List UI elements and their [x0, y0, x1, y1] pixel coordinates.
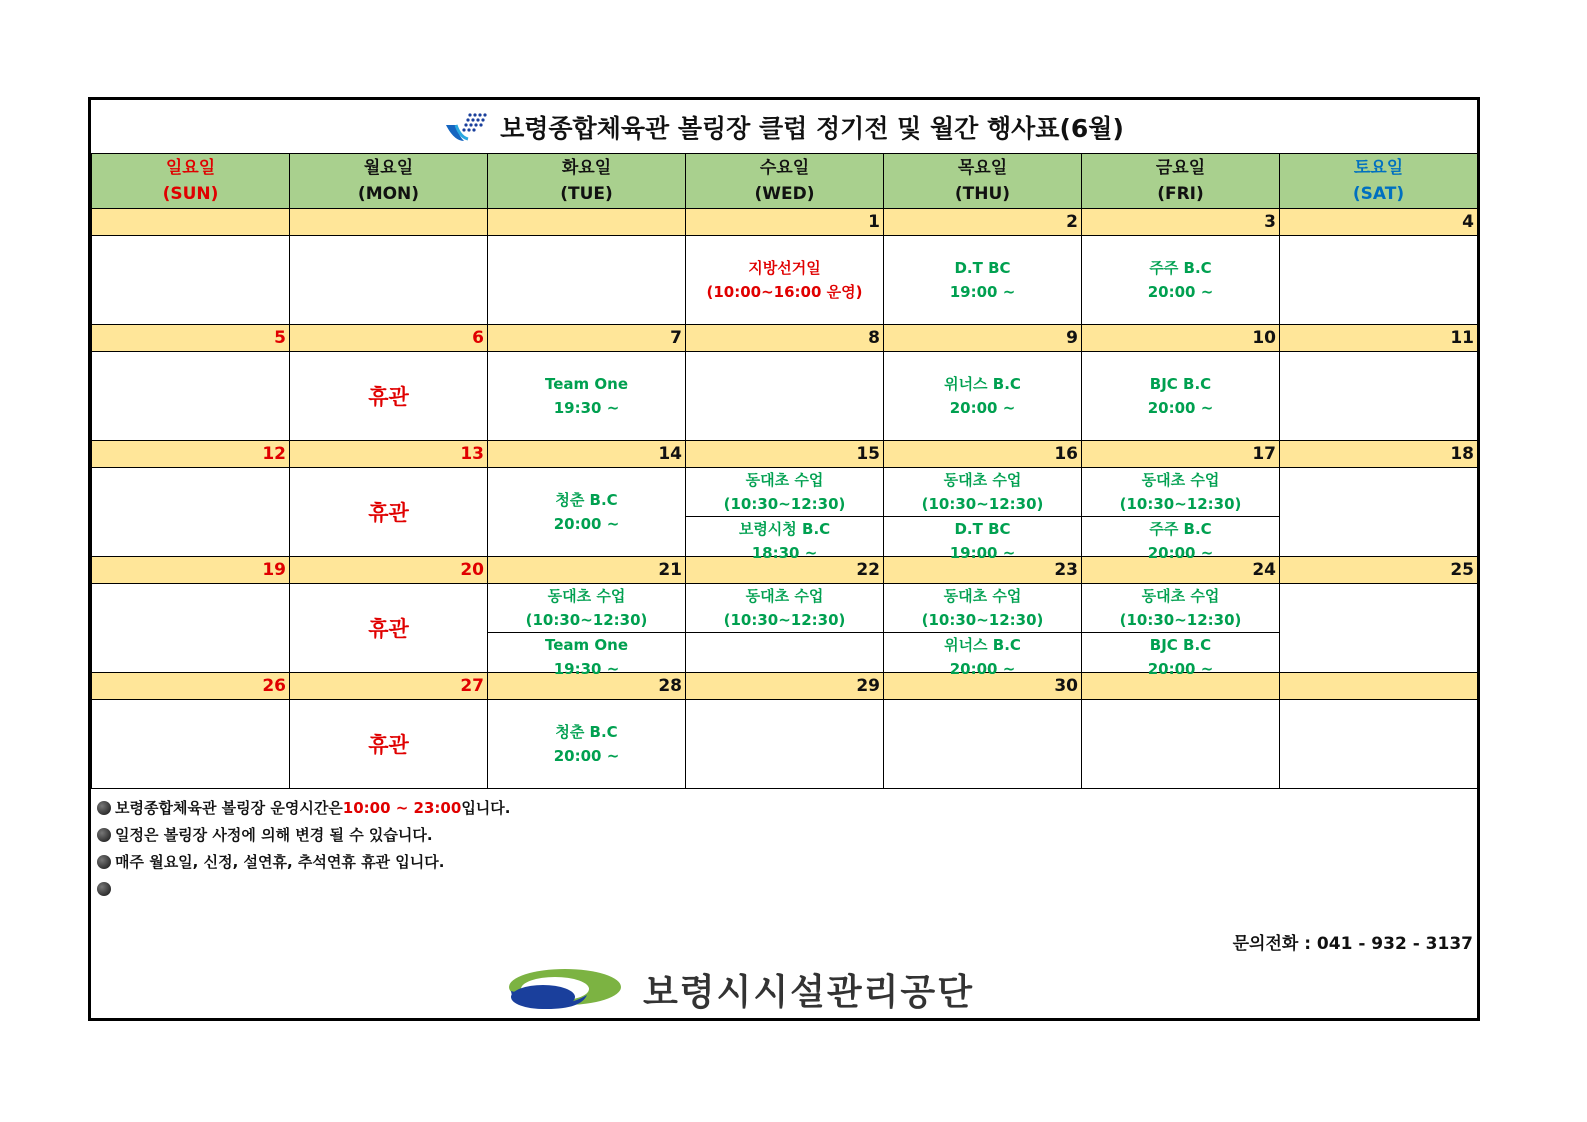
date-number: 4: [1280, 209, 1478, 236]
title-text: 보령종합체육관 볼링장 클럽 정기전 및 월간 행사표(6월): [500, 113, 1124, 143]
event-time: (10:30~12:30): [525, 611, 648, 629]
closed-label: 휴관: [368, 733, 409, 757]
date-number: 2: [884, 209, 1082, 236]
event-title: Team One: [545, 636, 628, 654]
day-cell: [686, 352, 884, 441]
day-cell: [686, 468, 884, 562]
event-title: 청춘 B.C: [555, 723, 618, 741]
weekday-header-wed: 수요일 (WED): [686, 154, 884, 209]
event-time: 20:00 ~: [1147, 283, 1214, 301]
day-cell: [1082, 700, 1280, 789]
day-cell: [1082, 236, 1280, 325]
event-title: D.T BC: [954, 259, 1011, 277]
event-block: [884, 516, 1081, 565]
event-row: [92, 352, 1478, 441]
event-title: 동대초 수업: [745, 587, 824, 605]
closed-label: 휴관: [368, 617, 409, 641]
event-time: 20:00 ~: [1147, 544, 1214, 562]
split-cell: [488, 584, 685, 678]
day-cell: [1280, 352, 1478, 441]
day-cell: [1280, 700, 1478, 789]
date-number: 27: [290, 673, 488, 700]
day-cell: [1082, 584, 1280, 678]
event-time: 19:30 ~: [553, 660, 620, 678]
event-block: [884, 468, 1081, 516]
date-number: 28: [488, 673, 686, 700]
event-block: [686, 468, 883, 516]
event-time: (10:00~16:00 운영): [706, 283, 863, 301]
event-time: (10:30~12:30): [921, 495, 1044, 513]
notes-section: [97, 794, 510, 902]
event-title: 주주 B.C: [1149, 259, 1212, 277]
date-number: 16: [884, 441, 1082, 468]
day-cell: [884, 468, 1082, 562]
note-hours: 보령종합체육관 볼링장 운영시간은 10:00 ~ 23:00 입니다.: [97, 794, 510, 821]
event-time: 20:00 ~: [949, 660, 1016, 678]
day-cell: [1082, 468, 1280, 562]
date-row: [92, 325, 1478, 352]
date-number: 10: [1082, 325, 1280, 352]
day-cell: [290, 352, 488, 441]
date-number: 13: [290, 441, 488, 468]
event-title: 위너스 B.C: [944, 375, 1021, 393]
split-cell: [1082, 584, 1279, 678]
date-number: [1280, 673, 1478, 700]
day-cell: [884, 352, 1082, 441]
day-cell: [1280, 584, 1478, 673]
event-block: [884, 584, 1081, 632]
event-time: 20:00 ~: [553, 747, 620, 765]
footer-logo: [507, 966, 974, 1012]
bowling-ball-icon: [97, 882, 111, 896]
weekday-header-mon: 월요일 (MON): [290, 154, 488, 209]
event-block: [488, 632, 685, 681]
event-time: 20:00 ~: [553, 515, 620, 533]
bowling-ball-icon: [97, 801, 111, 815]
date-number: [488, 209, 686, 236]
day-cell: [488, 352, 686, 441]
event-block: [686, 516, 883, 565]
event-block: [1082, 584, 1279, 632]
event-row: [92, 584, 1478, 673]
day-cell: [92, 468, 290, 557]
day-cell: [686, 584, 884, 673]
event-time: 18:30 ~: [751, 544, 818, 562]
closed-label: 휴관: [368, 385, 409, 409]
day-cell: [290, 468, 488, 557]
event-title: BJC B.C: [1149, 636, 1212, 654]
event-block: [884, 632, 1081, 681]
day-cell: [92, 352, 290, 441]
weekday-header-fri: 금요일 (FRI): [1082, 154, 1280, 209]
day-cell: [488, 584, 686, 678]
date-number: 18: [1280, 441, 1478, 468]
gymnasium-logo-icon: [444, 111, 488, 143]
event-title: Team One: [545, 375, 628, 393]
day-cell: [488, 236, 686, 325]
day-cell: [686, 700, 884, 789]
date-number: 12: [92, 441, 290, 468]
date-number: 22: [686, 557, 884, 584]
day-cell: [92, 700, 290, 789]
event-time: (10:30~12:30): [921, 611, 1044, 629]
weekday-header-thu: 목요일 (THU): [884, 154, 1082, 209]
split-cell: [884, 468, 1081, 562]
day-cell: [92, 236, 290, 325]
event-title: 동대초 수업: [1141, 471, 1220, 489]
date-number: 29: [686, 673, 884, 700]
schedule-sheet: [88, 97, 1480, 1021]
date-row: [92, 209, 1478, 236]
date-number: 6: [290, 325, 488, 352]
date-number: 14: [488, 441, 686, 468]
day-cell: [884, 584, 1082, 678]
note-schedule-change: 일정은 볼링장 사정에 의해 변경 될 수 있습니다.: [97, 821, 510, 848]
event-block: [488, 584, 685, 632]
hours-highlight: 10:00 ~ 23:00: [342, 798, 462, 817]
event-time: (10:30~12:30): [1119, 495, 1242, 513]
bowling-ball-icon: [97, 855, 111, 869]
event-title: 보령시청 B.C: [738, 520, 831, 538]
weekday-header-sun: 일요일 (SUN): [92, 154, 290, 209]
event-time: (10:30~12:30): [723, 611, 846, 629]
event-time: 20:00 ~: [1147, 660, 1214, 678]
event-block: [1082, 516, 1279, 565]
split-cell: [686, 584, 883, 672]
organization-name: 보령시시설관리공단: [643, 971, 974, 1013]
event-title: 동대초 수업: [1141, 587, 1220, 605]
day-cell: [1082, 352, 1280, 441]
event-title: 동대초 수업: [547, 587, 626, 605]
calendar-table: [91, 153, 1478, 789]
date-number: 20: [290, 557, 488, 584]
date-number: [92, 209, 290, 236]
event-block: [686, 584, 883, 632]
organization-logo-icon: [507, 967, 623, 1011]
event-row: [92, 468, 1478, 557]
date-number: [290, 209, 488, 236]
date-number: 23: [884, 557, 1082, 584]
date-number: 24: [1082, 557, 1280, 584]
weekday-header-row: [92, 154, 1478, 209]
date-number: 5: [92, 325, 290, 352]
event-time: 19:30 ~: [553, 399, 620, 417]
date-number: 8: [686, 325, 884, 352]
date-number: 21: [488, 557, 686, 584]
day-cell: [488, 468, 686, 557]
day-cell: [92, 584, 290, 673]
event-block: [1082, 468, 1279, 516]
contact-phone: 문의전화 : 041 - 932 - 3137: [1232, 934, 1473, 954]
date-number: 9: [884, 325, 1082, 352]
date-number: 19: [92, 557, 290, 584]
event-title: 동대초 수업: [943, 471, 1022, 489]
event-time: 20:00 ~: [1147, 399, 1214, 417]
note-empty: [97, 875, 510, 902]
date-number: 25: [1280, 557, 1478, 584]
event-title: 주주 B.C: [1149, 520, 1212, 538]
date-number: 30: [884, 673, 1082, 700]
split-cell: [686, 468, 883, 562]
weekday-header-sat: 토요일 (SAT): [1280, 154, 1478, 209]
bowling-ball-icon: [97, 828, 111, 842]
date-number: 17: [1082, 441, 1280, 468]
event-time: 20:00 ~: [949, 399, 1016, 417]
event-time: (10:30~12:30): [723, 495, 846, 513]
event-block: [686, 632, 883, 672]
day-cell: [884, 700, 1082, 789]
split-cell: [884, 584, 1081, 678]
split-cell: [1082, 468, 1279, 562]
day-cell: [290, 236, 488, 325]
date-row: [92, 441, 1478, 468]
event-title: 동대초 수업: [943, 587, 1022, 605]
sheet-title: [91, 100, 1477, 153]
event-time: (10:30~12:30): [1119, 611, 1242, 629]
event-title: 동대초 수업: [745, 471, 824, 489]
closed-label: 휴관: [368, 501, 409, 525]
event-title: 청춘 B.C: [555, 491, 618, 509]
date-number: 15: [686, 441, 884, 468]
day-cell: [686, 236, 884, 325]
event-time: 19:00 ~: [949, 283, 1016, 301]
event-row: [92, 236, 1478, 325]
date-number: 1: [686, 209, 884, 236]
event-title: 위너스 B.C: [944, 636, 1021, 654]
date-number: 7: [488, 325, 686, 352]
day-cell: [290, 584, 488, 673]
event-title: 지방선거일: [748, 259, 821, 277]
day-cell: [488, 700, 686, 789]
weekday-header-tue: 화요일 (TUE): [488, 154, 686, 209]
day-cell: [884, 236, 1082, 325]
event-row: [92, 700, 1478, 789]
day-cell: [1280, 468, 1478, 557]
day-cell: [1280, 236, 1478, 325]
event-block: [1082, 632, 1279, 681]
event-time: 19:00 ~: [949, 544, 1016, 562]
date-number: 11: [1280, 325, 1478, 352]
note-closed-days: 매주 월요일, 신정, 설연휴, 추석연휴 휴관 입니다.: [97, 848, 510, 875]
date-number: 3: [1082, 209, 1280, 236]
event-title: D.T BC: [954, 520, 1011, 538]
date-number: 26: [92, 673, 290, 700]
day-cell: [290, 700, 488, 789]
event-title: BJC B.C: [1149, 375, 1212, 393]
